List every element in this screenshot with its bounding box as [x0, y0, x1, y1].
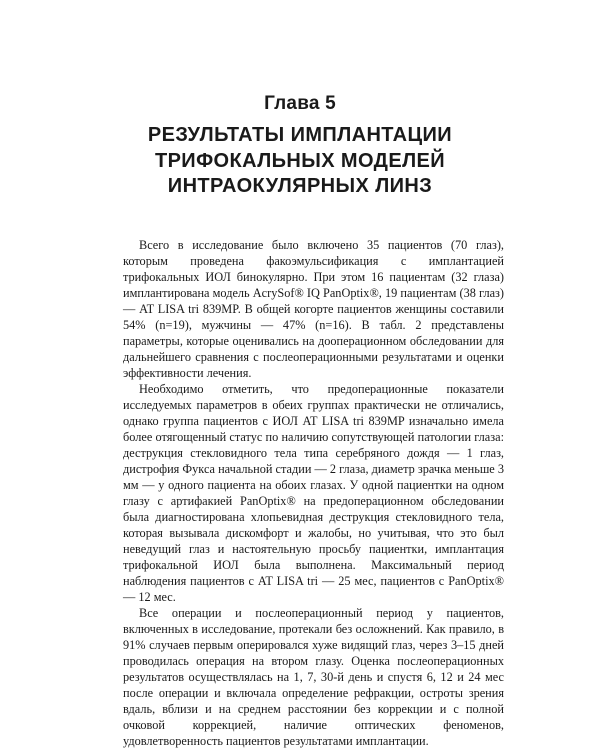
paragraph: Всего в исследование было включено 35 пациентов (70 глаз), которым проведена факоэмульсификация с имплантацией трифокальных ИОЛ бинокулярно. При этом 16 пациентам (32 глаза) имплантирована модель AcrySof® IQ PanOptix®, 19 пациентам (38 глаз) — AT LISA tri 839MP. В общей когорте пациентов женщины составили 54% (n=19), мужчины — 47% (n=16). В табл. 2 представлены параметры, которые оценивались на дооперационном обследовании для дальнейшего сравнения с послеоперационными результатами и оценки эффективности лечения.: [123, 238, 504, 380]
paragraph: Все операции и послеоперационный период у пациентов, включенных в исследование, протекали без осложнений. Как правило, в 91% случаев первым оперировался хуже видящий глаз, через 3–15 дней проводилась операция на втором глазу. Оценка послеоперационных результатов осуществлялась на 1, 7, 30-й день и спустя 6, 12 и 24 мес после операции и включала определение рефракции, остроты зрения вдаль, вблизи и на среднем расстоянии без коррекции и с полной очковой коррекцией, наличие оптических феноменов, удовлетворенность пациентов результатами имплантации.: [123, 606, 504, 748]
chapter-title-line: ИНТРАОКУЛЯРНЫХ ЛИНЗ: [167, 175, 433, 197]
chapter-title-line: РЕЗУЛЬТАТЫ ИМПЛАНТАЦИИ: [147, 124, 453, 146]
body-text: [123, 237, 504, 749]
paragraph: Необходимо отметить, что предоперационные показатели исследуемых параметров в обеих группах практически не отличались, однако группа пациентов с ИОЛ AT LISA tri 839MP изначально имела более отягощенный статус по наличию сопутствующей патологии глаза: деструкция стекловидного тела типа серебряного дождя — 1 глаз, дистрофия Фукса начальной стадии — 2 глаза, диаметр зрачка меньше 3 мм — у одного пациента на обоих глазах. У одной пациентки на одном глазу с артифакией PanOptix® на предоперационном обследовании была диагностирована хлопьевидная деструкция стекловидного тела, которая вызывала дискомфорт и жалобы, но учитывая, что это был неведущий глаз и настоятельную просьбу пациентки, имплантация трифокальной ИОЛ была выполнена. Максимальный период наблюдения пациентов с AT LISA tri — 25 мес, пациентов с PanOptix® — 12 мес.: [123, 382, 504, 604]
chapter-title-line: ТРИФОКАЛЬНЫХ МОДЕЛЕЙ: [154, 149, 446, 172]
chapter-heading: Глава 5: [264, 93, 336, 114]
chapter-title: [0, 123, 600, 200]
